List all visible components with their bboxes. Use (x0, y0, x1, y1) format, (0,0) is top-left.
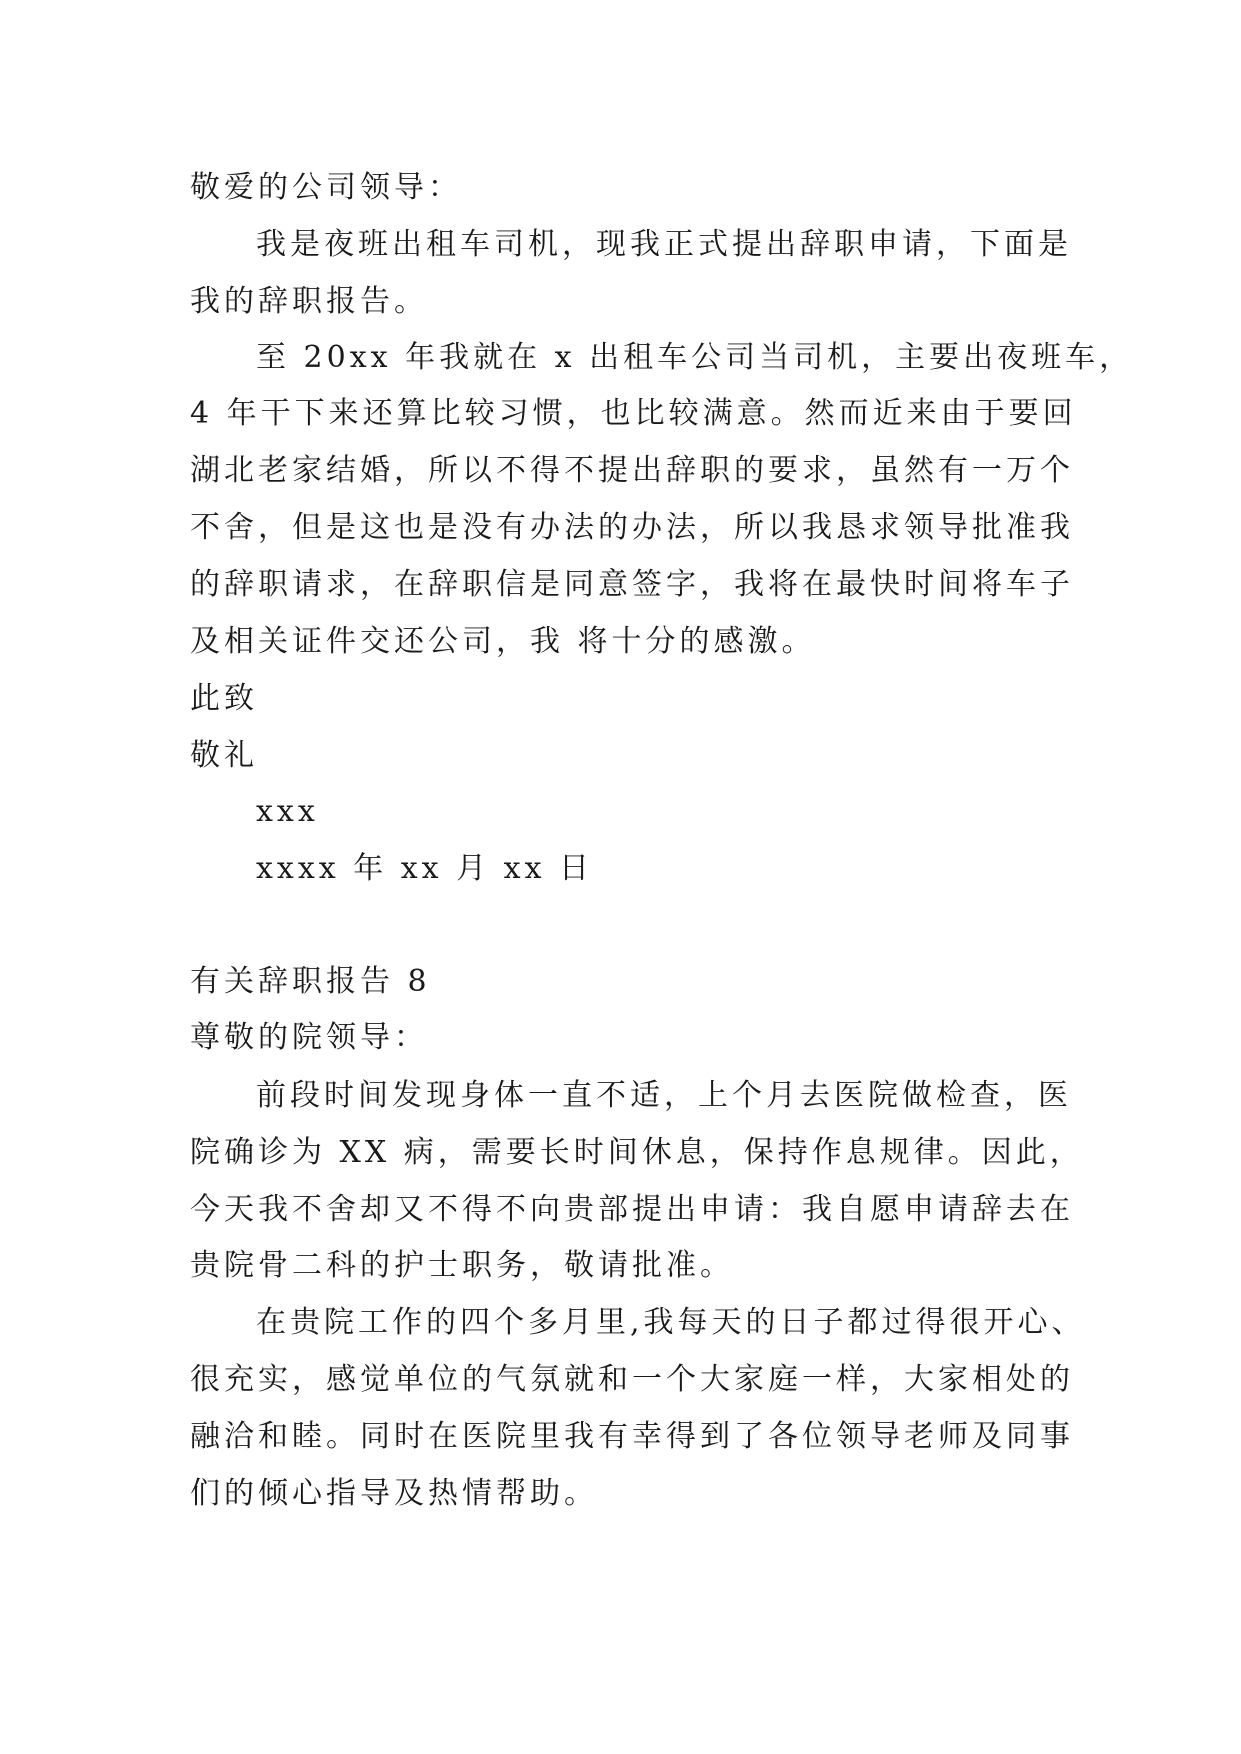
date: xxxx 年 xx 月 xx 日 (256, 851, 594, 886)
paragraph-line: 们的倾心指导及热情帮助。 (190, 1476, 598, 1511)
paragraph-line: 我的辞职报告。 (190, 284, 428, 319)
paragraph-line: 贵院骨二科的护士职务，敬请批准。 (190, 1248, 734, 1283)
section-title: 有关辞职报告 8 (190, 964, 431, 999)
paragraph-line: 前段时间发现身体一直不适，上个月去医院做检查，医 (256, 1078, 1072, 1113)
paragraph-line: 不舍，但是这也是没有办法的办法，所以我恳求领导批准我 (190, 510, 1074, 545)
paragraph-line: 及相关证件交还公司，我 将十分的感激。 (190, 624, 816, 659)
paragraph-line: 我是夜班出租车司机，现我正式提出辞职申请，下面是 (256, 227, 1072, 262)
salutation: 尊敬的院领导： (190, 1020, 428, 1055)
paragraph-line: 的辞职请求，在辞职信是同意签字，我将在最快时间将车子 (190, 567, 1074, 602)
paragraph-line: 院确诊为 XX 病，需要长时间休息，保持作息规律。因此， (190, 1135, 1084, 1170)
paragraph-line: 今天我不舍却又不得不向贵部提出申请：我自愿申请辞去在 (190, 1192, 1074, 1227)
signature: xxx (256, 794, 319, 829)
closing-line: 此致 (190, 681, 258, 716)
paragraph-line: 在贵院工作的四个多月里,我每天的日子都过得很开心、 (256, 1305, 1086, 1340)
paragraph-line: 湖北老家结婚，所以不得不提出辞职的要求，虽然有一万个 (190, 453, 1074, 488)
paragraph-line: 至 20xx 年我就在 x 出租车公司当司机，主要出夜班车， (256, 340, 1134, 375)
salutation: 敬爱的公司领导： (190, 170, 462, 205)
paragraph-line: 很充实，感觉单位的气氛就和一个大家庭一样，大家相处的 (190, 1362, 1074, 1397)
paragraph-line: 4 年干下来还算比较习惯，也比较满意。然而近来由于要回 (190, 396, 1077, 431)
paragraph-line: 融洽和睦。同时在医院里我有幸得到了各位领导老师及同事 (190, 1419, 1074, 1454)
closing-line: 敬礼 (190, 738, 258, 773)
